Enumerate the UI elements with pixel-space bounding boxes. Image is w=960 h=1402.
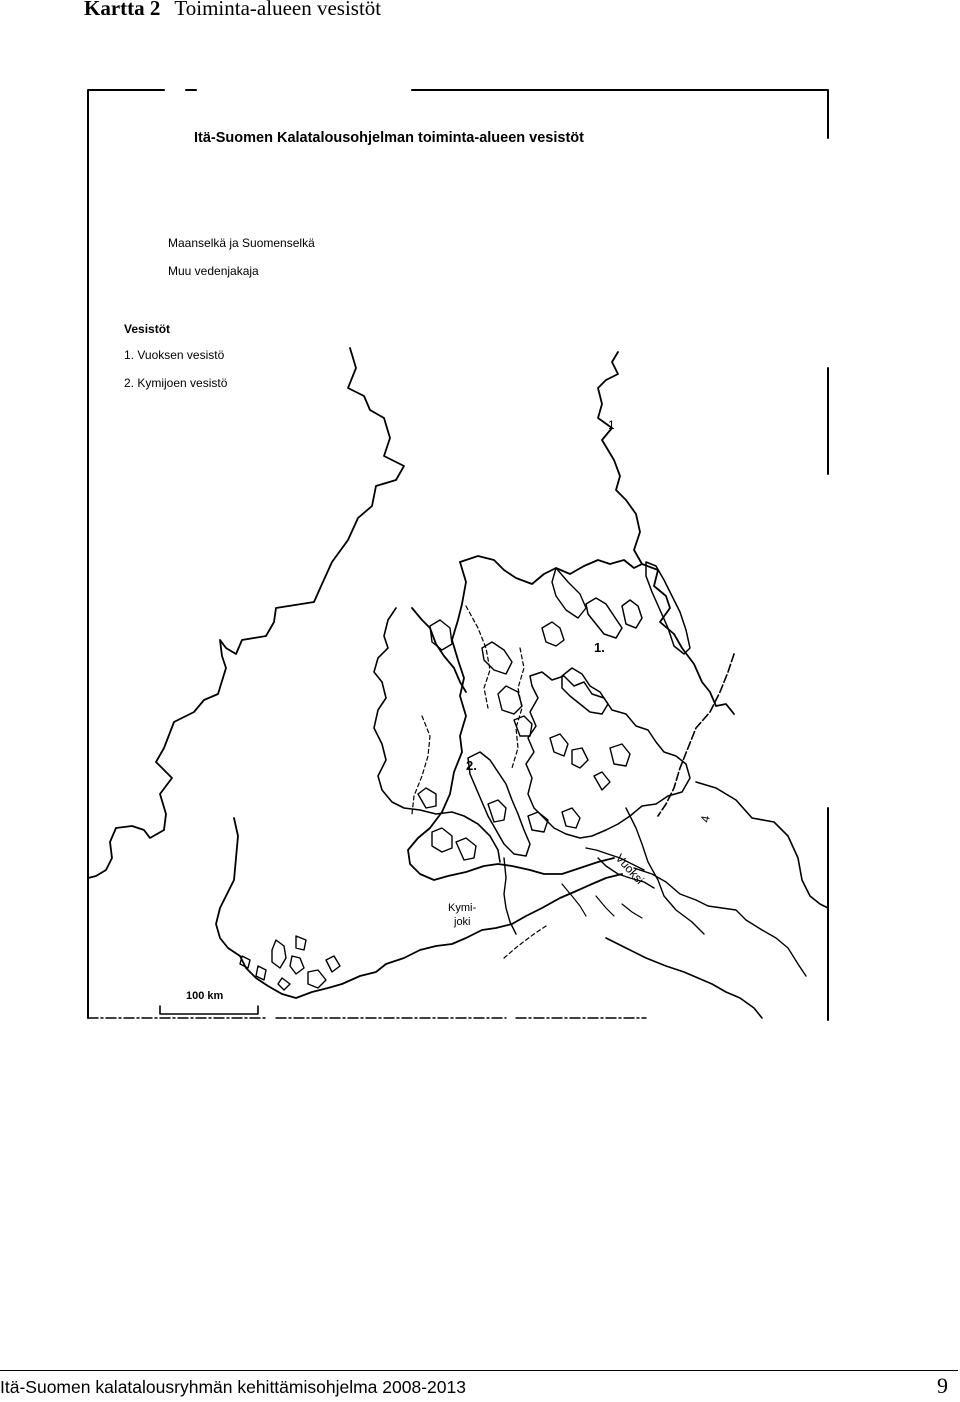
map-caption: Toiminta-alueen vesistöt — [174, 0, 382, 20]
map-drawing — [86, 88, 830, 1022]
legend-other-divide: Muu vedenjakaja — [168, 264, 259, 278]
lakes-south — [418, 788, 580, 860]
lake-saimaa — [526, 672, 690, 838]
scale-label: 100 km — [186, 990, 224, 1002]
vuoksi-label: Vuoksi — [612, 851, 647, 887]
divide-dashed-4 — [504, 926, 546, 958]
legend-main-divide: Maanselkä ja Suomenselkä — [168, 236, 315, 250]
legend-item-vuoksi: 1. Vuoksen vesistö — [124, 348, 225, 362]
border-north-east — [598, 352, 734, 714]
coastline-southwest — [216, 818, 342, 998]
divide-dashed-3 — [466, 606, 490, 708]
coastline-south — [342, 874, 622, 984]
lake-päijänne — [468, 752, 530, 856]
border-southeast — [606, 938, 762, 1018]
legend-heading: Vesistöt — [124, 322, 171, 336]
divide-dashed-2 — [512, 648, 524, 768]
ladoga-coast — [696, 782, 828, 908]
footer-rule — [0, 1370, 958, 1371]
basin-north-outline — [460, 556, 642, 584]
page-number: 9 — [937, 1373, 948, 1398]
map-number: Kartta 2 — [84, 0, 161, 20]
basin-label-4: 4 — [697, 814, 713, 824]
basin-label-1: 1. — [594, 640, 605, 655]
coastline-west — [88, 348, 404, 878]
kymijoki-label-line2: joki — [454, 916, 471, 928]
basin-boundary-main — [408, 562, 614, 880]
legend-item-kymijoki: 2. Kymijoen vesistö — [124, 376, 228, 390]
basin-label-2: 2. — [466, 758, 477, 773]
lake-pielinen — [646, 562, 690, 654]
map-figure — [86, 88, 830, 1022]
footer-text: Itä-Suomen kalatalousryhmän kehittämisohjelma 2008-2013 — [0, 1377, 466, 1397]
river-label-1: 1 — [608, 418, 615, 432]
map-frame — [88, 90, 828, 1020]
river-lines-south — [562, 884, 642, 918]
map-title: Itä-Suomen Kalatalousohjelman toiminta-alueen vesistöt — [194, 130, 584, 146]
page-heading — [84, 0, 381, 21]
archipelago — [240, 936, 340, 990]
scale-bar — [160, 1006, 258, 1014]
kymijoki-label-line1: Kymi- — [448, 902, 477, 914]
